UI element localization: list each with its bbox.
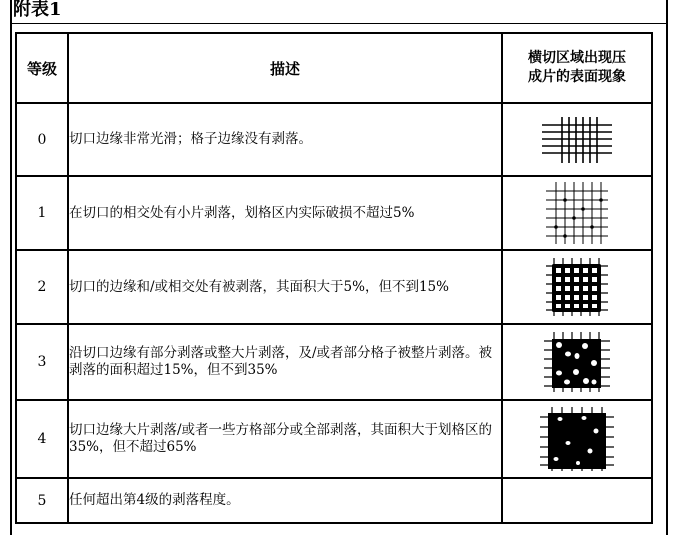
illustration-cell	[502, 103, 652, 176]
illustration-cell	[502, 478, 652, 523]
illustration-cell	[502, 324, 652, 400]
description-cell: 沿切口边缘有部分剥落或整大片剥落，及/或者部分格子被整片剥落。被剥落的面积超过15%，但不到35%	[68, 324, 502, 400]
caption-divider	[10, 23, 668, 24]
illustration-cell	[502, 250, 652, 324]
grid-heavy-flaking-icon	[540, 407, 614, 471]
table-caption: 附表1	[13, 0, 62, 20]
grid-small-flakes-icon	[546, 182, 608, 244]
level-cell: 2	[16, 250, 68, 324]
level-cell: 0	[16, 103, 68, 176]
level-cell: 3	[16, 324, 68, 400]
table-row	[16, 324, 652, 400]
adhesion-grade-table	[15, 32, 653, 524]
level-cell: 1	[16, 176, 68, 250]
illustration-cell	[502, 400, 652, 478]
grid-edge-flaking-icon	[546, 258, 608, 316]
table-row	[16, 478, 652, 523]
table-row	[16, 176, 652, 250]
description-cell: 切口边缘大片剥落/或者一些方格部分或全部剥落，其面积大于划格区的35%，但不超过65%	[68, 400, 502, 478]
header-level: 等级	[16, 33, 68, 103]
header-description: 描述	[68, 33, 502, 103]
grid-partial-flaking-icon	[544, 332, 610, 392]
illustration-cell	[502, 176, 652, 250]
header-row	[16, 33, 652, 103]
header-appearance-line2: 成片的表面现象	[528, 69, 626, 85]
header-appearance	[502, 33, 652, 103]
level-cell: 4	[16, 400, 68, 478]
description-cell: 任何超出第4级的剥落程度。	[68, 478, 502, 523]
table-row	[16, 103, 652, 176]
table-row	[16, 400, 652, 478]
description-cell: 在切口的相交处有小片剥落，划格区内实际破损不超过5%	[68, 176, 502, 250]
description-cell: 切口边缘非常光滑；格子边缘没有剥落。	[68, 103, 502, 176]
grid-no-flaking-icon	[542, 117, 612, 163]
header-appearance-line1: 横切区域出现压	[528, 50, 626, 66]
level-cell: 5	[16, 478, 68, 523]
table-row	[16, 250, 652, 324]
description-cell: 切口的边缘和/或相交处有被剥落，其面积大于5%，但不到15%	[68, 250, 502, 324]
